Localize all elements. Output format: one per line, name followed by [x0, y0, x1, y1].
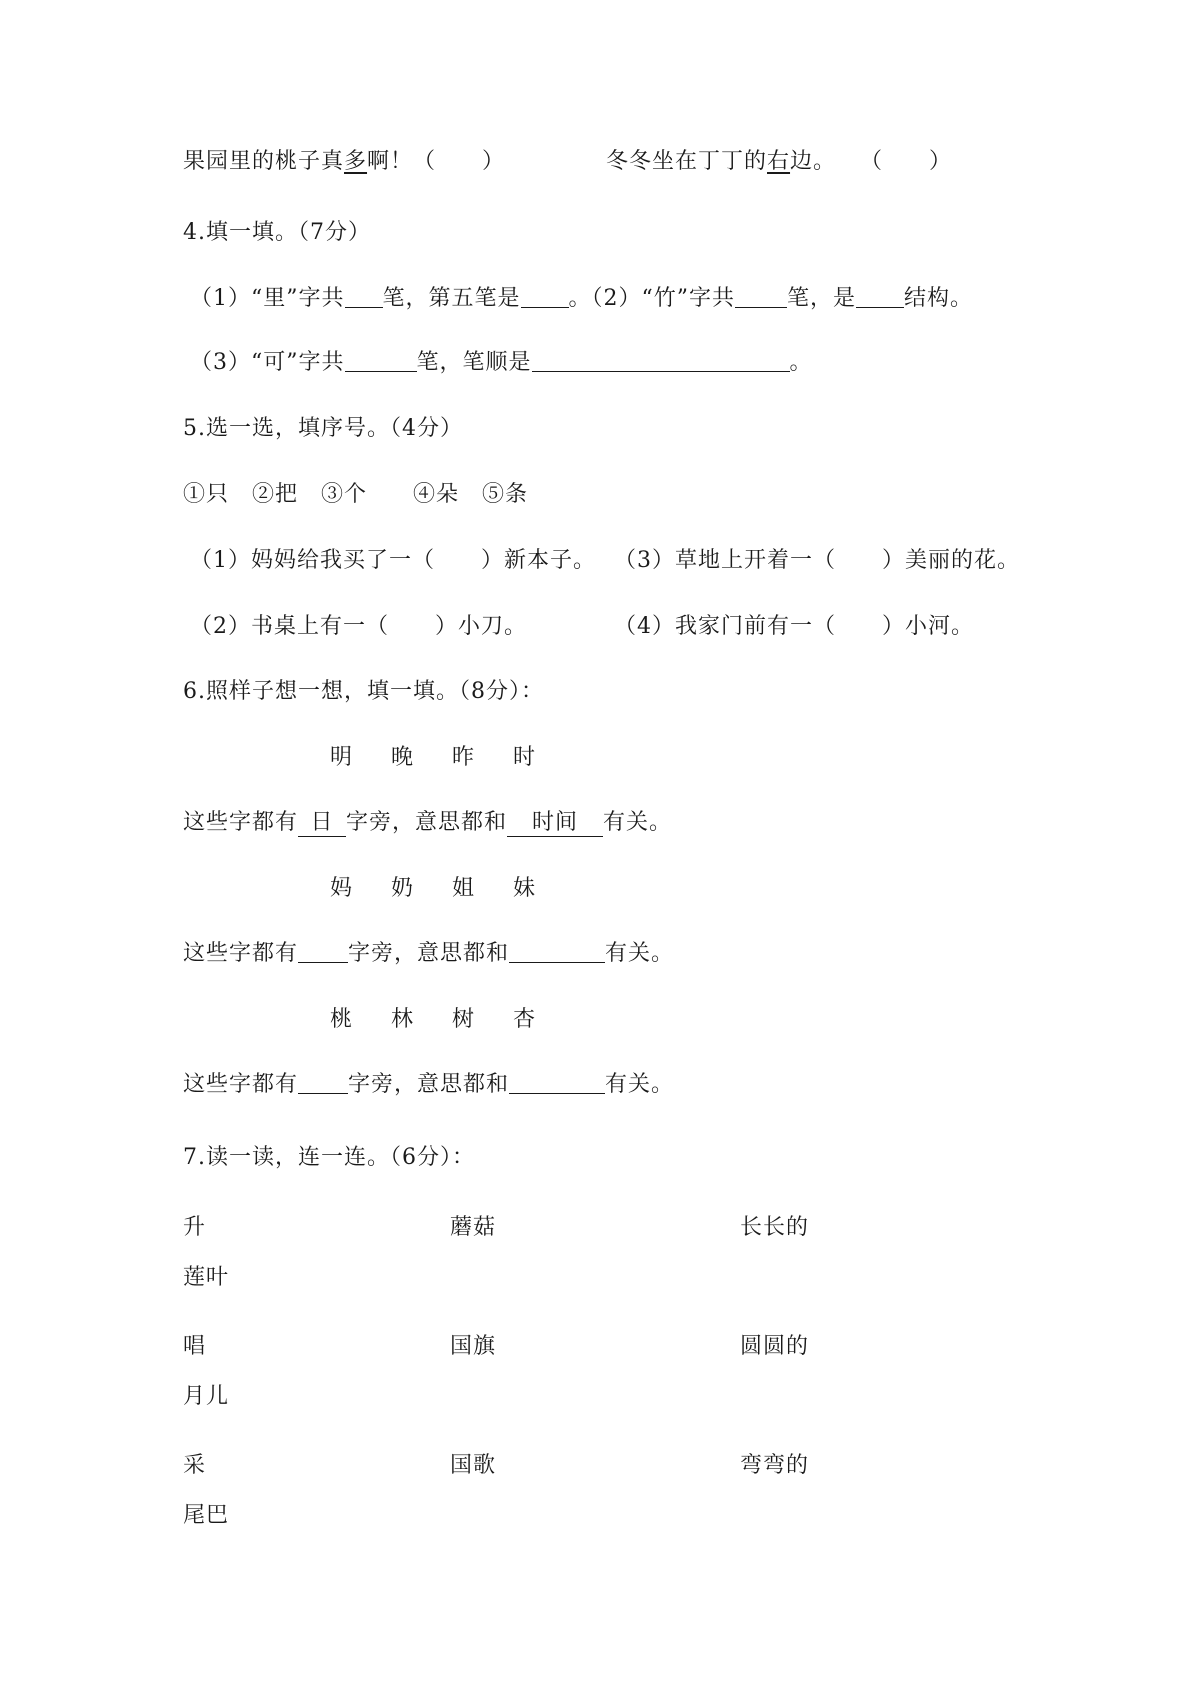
sentence-peach: 果园里的桃子真多啊！（ ） — [183, 149, 506, 174]
q7-verb-1[interactable]: 升 — [183, 1215, 207, 1240]
q4-line1: （1）“里”字共 笔，第五笔是 。（2）“竹”字共 笔，是 结构。 — [190, 286, 974, 311]
q6-group3: 桃 林 树 杏 — [330, 1007, 551, 1032]
q5-s3: （3）草地上开着一（ ）美丽的花。 — [614, 548, 1020, 573]
example-fill: 日 — [298, 810, 346, 837]
q7-title: 7.读一读，连一连。（6分）： — [183, 1145, 475, 1170]
q7-adj-2[interactable]: 圆圆的 — [740, 1334, 810, 1359]
underlined-char: 右 — [767, 149, 791, 174]
q5-options: ①只 ②把 ③个 ④朵 ⑤条 — [183, 482, 529, 507]
q7-noun-3[interactable]: 国歌 — [450, 1453, 497, 1478]
blank[interactable] — [532, 349, 790, 372]
q7-adj-1[interactable]: 长长的 — [740, 1215, 810, 1240]
q7-noun-2[interactable]: 国旗 — [450, 1334, 497, 1359]
blank[interactable] — [298, 1071, 348, 1094]
blank[interactable] — [509, 1071, 605, 1094]
blank[interactable] — [735, 285, 787, 308]
q6-fill-line-3: 这些字都有 字旁，意思都和 有关。 — [183, 1072, 675, 1097]
q7-noun-1[interactable]: 蘑菇 — [450, 1215, 497, 1240]
blank[interactable] — [509, 940, 605, 963]
q7-obj-2[interactable]: 月儿 — [183, 1384, 230, 1409]
q4-title: 4.填一填。（7分） — [183, 220, 371, 245]
blank[interactable] — [521, 285, 569, 308]
blank[interactable] — [298, 940, 348, 963]
q6-example: 这些字都有 日 字旁，意思都和 时间 有关。 — [183, 810, 673, 835]
q5-s4: （4）我家门前有一（ ）小河。 — [614, 614, 974, 639]
blank[interactable] — [856, 285, 904, 308]
underlined-char: 多 — [344, 149, 368, 174]
example-fill: 时间 — [507, 810, 603, 837]
q7-obj-3[interactable]: 尾巴 — [183, 1503, 230, 1528]
q5-s1: （1）妈妈给我买了一（ ）新本子。 — [190, 548, 596, 573]
blank[interactable] — [345, 349, 417, 372]
q7-verb-2[interactable]: 唱 — [183, 1334, 207, 1359]
q5-s2: （2）书桌上有一（ ）小刀。 — [190, 614, 527, 639]
q6-group2: 妈 奶 姐 妹 — [330, 876, 551, 901]
q6-group1: 明 晚 昨 时 — [330, 745, 551, 770]
q6-title: 6.照样子想一想，填一填。（8分）： — [183, 679, 544, 704]
blank[interactable] — [345, 285, 383, 308]
q7-obj-1[interactable]: 莲叶 — [183, 1265, 230, 1290]
q5-title: 5.选一选，填序号。（4分） — [183, 416, 463, 441]
q4-line2: （3）“可”字共 笔，笔顺是 。 — [190, 350, 813, 375]
q6-fill-line-2: 这些字都有 字旁，意思都和 有关。 — [183, 941, 675, 966]
sentence-right-side: 冬冬坐在丁丁的右边。 （ ） — [606, 149, 953, 174]
q7-verb-3[interactable]: 采 — [183, 1453, 207, 1478]
q7-adj-3[interactable]: 弯弯的 — [740, 1453, 810, 1478]
